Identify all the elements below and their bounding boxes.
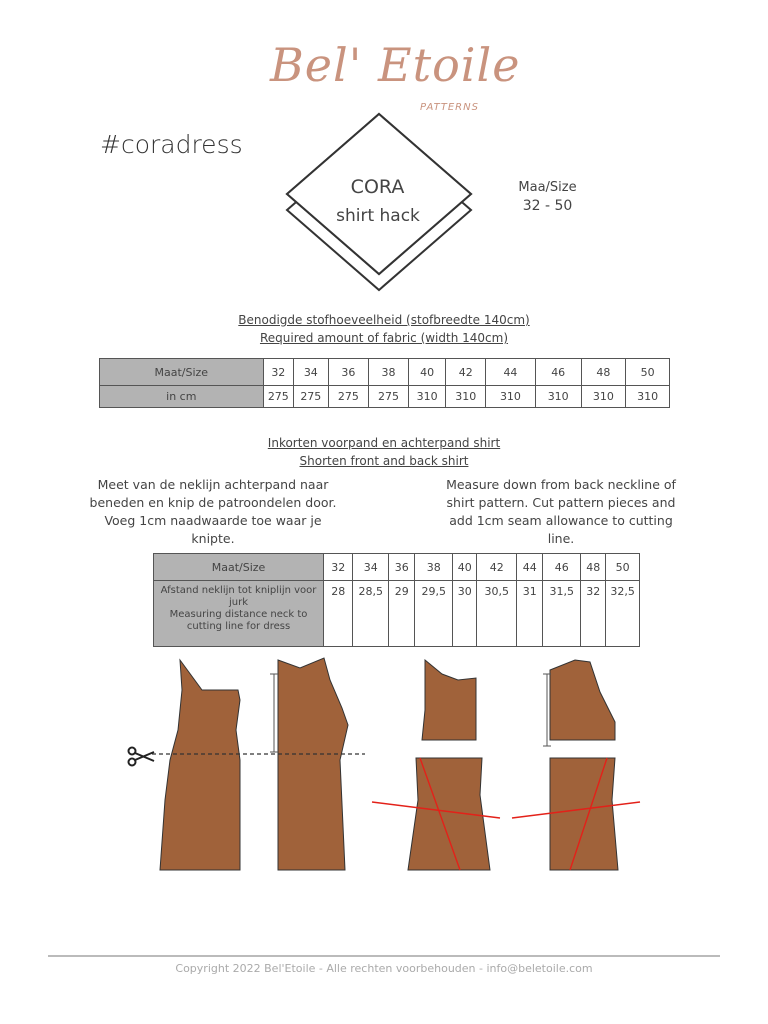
fabric-size: 36 — [328, 359, 369, 386]
back-lower-piece — [550, 758, 618, 870]
shorten-text-nl: Meet van de neklijn achterpand naar beneden en knip de patroondelen door. Voeg 1cm naadwaarde toe waar je knipte. — [89, 477, 337, 546]
fabric-table — [99, 358, 670, 408]
fabric-value: 275 — [294, 386, 329, 408]
fabric-value: 275 — [263, 386, 293, 408]
fabric-value: 275 — [369, 386, 409, 408]
shorten-size: 36 — [389, 554, 415, 581]
fabric-size: 40 — [408, 359, 446, 386]
fabric-value: 310 — [446, 386, 486, 408]
shorten-value: 31,5 — [543, 581, 581, 647]
shorten-size: 50 — [606, 554, 640, 581]
shorten-size: 46 — [543, 554, 581, 581]
shorten-row-label-nl: Afstand neklijn tot kniplijn voor jurk — [160, 585, 317, 608]
fabric-header-label: Maat/Size — [100, 359, 264, 386]
shorten-header-label: Maat/Size — [154, 554, 324, 581]
fabric-title-en: Required amount of fabric (width 140cm) — [259, 331, 509, 345]
logo-subtitle: PATTERNS — [420, 102, 479, 113]
shorten-size: 40 — [453, 554, 477, 581]
back-pattern-piece — [278, 658, 348, 870]
fabric-value: 310 — [408, 386, 446, 408]
shorten-value: 32 — [581, 581, 606, 647]
front-lower-piece — [408, 758, 490, 870]
fabric-size: 44 — [486, 359, 536, 386]
hashtag: #coradress — [100, 130, 243, 159]
fabric-size: 38 — [369, 359, 409, 386]
shorten-table — [153, 553, 640, 647]
shorten-size: 34 — [353, 554, 389, 581]
fabric-row-label: in cm — [100, 386, 264, 408]
front-pattern-piece — [160, 660, 240, 870]
shorten-size: 42 — [477, 554, 517, 581]
pattern-title: CORA — [350, 176, 405, 198]
fabric-title-nl: Benodigde stofhoeveelheid (stofbreedte 140cm) — [238, 313, 530, 327]
fabric-size: 32 — [263, 359, 293, 386]
shorten-value: 29,5 — [415, 581, 453, 647]
front-upper-piece — [422, 660, 476, 740]
brand-logo — [270, 38, 521, 118]
shorten-value: 28,5 — [353, 581, 389, 647]
title-diamond-frame — [285, 112, 475, 292]
fabric-value: 310 — [581, 386, 626, 408]
shorten-value: 29 — [389, 581, 415, 647]
fabric-size: 46 — [535, 359, 581, 386]
footer-divider — [48, 955, 720, 957]
copyright-footer: Copyright 2022 Bel'Etoile - Alle rechten voorbehouden - info@beletoile.com — [175, 962, 593, 975]
back-upper-piece — [550, 660, 615, 740]
fabric-size: 42 — [446, 359, 486, 386]
pattern-subtitle: shirt hack — [336, 206, 420, 226]
fabric-value: 310 — [486, 386, 536, 408]
shorten-value: 32,5 — [606, 581, 640, 647]
measure-bracket-left — [270, 674, 278, 752]
shorten-value: 31 — [517, 581, 543, 647]
size-label: Maa/Size — [518, 180, 577, 195]
shorten-size: 32 — [324, 554, 353, 581]
fabric-value: 275 — [328, 386, 369, 408]
shorten-size: 48 — [581, 554, 606, 581]
size-range: 32 - 50 — [522, 198, 573, 214]
logo-script-text: Bel' Etoile — [270, 38, 521, 92]
pattern-illustration — [120, 650, 650, 880]
fabric-value: 310 — [535, 386, 581, 408]
fabric-size: 34 — [294, 359, 329, 386]
shorten-title-nl: Inkorten voorpand en achterpand shirt — [267, 436, 501, 450]
fabric-value: 310 — [626, 386, 670, 408]
shorten-value: 28 — [324, 581, 353, 647]
shorten-text-en: Measure down from back neckline of shirt pattern. Cut pattern pieces and add 1cm seam allowance to cutting line. — [446, 477, 676, 546]
shorten-title-en: Shorten front and back shirt — [299, 454, 469, 468]
shorten-size: 38 — [415, 554, 453, 581]
fabric-size: 50 — [626, 359, 670, 386]
shorten-row-label — [154, 581, 324, 647]
shorten-row-label-en: Measuring distance neck to cutting line for dress — [169, 609, 308, 632]
shorten-value: 30 — [453, 581, 477, 647]
scissors-icon — [129, 748, 155, 766]
shorten-size: 44 — [517, 554, 543, 581]
fabric-size: 48 — [581, 359, 626, 386]
shorten-value: 30,5 — [477, 581, 517, 647]
